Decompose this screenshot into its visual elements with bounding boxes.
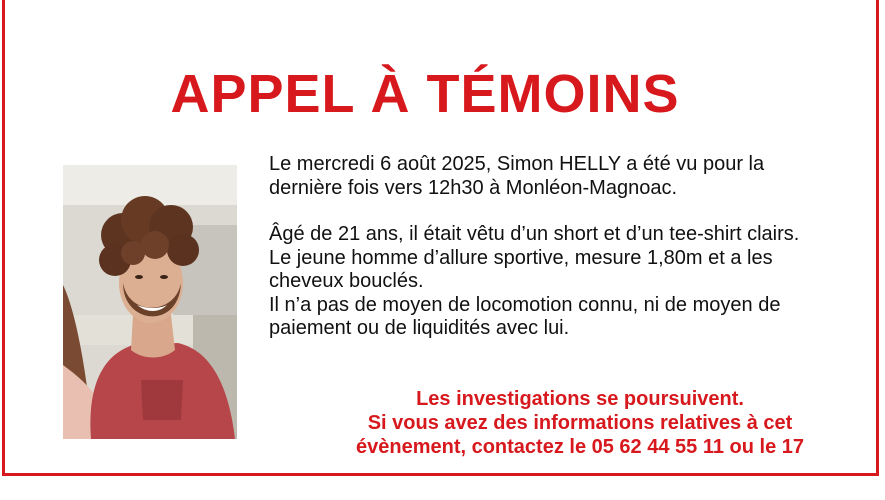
detail-line: paiement ou de liquidités avec lui. xyxy=(269,317,570,339)
detail-line: Âgé de 21 ans, il était vêtu d’un short et d’un tee-shirt clairs. xyxy=(269,223,800,245)
appeal-line: Si vous avez des informations relatives à cet xyxy=(367,412,793,434)
appeal-contact-line: évènement, contactez le 05 62 44 55 11 ou le 17 xyxy=(355,436,805,458)
detail-line: cheveux bouclés. xyxy=(269,270,424,292)
person-photo-icon xyxy=(63,165,237,439)
notice-body xyxy=(269,153,879,341)
poster-title: APPEL À TÉMOINS xyxy=(170,64,680,125)
appeal-line: Les investigations se poursuivent. xyxy=(416,388,744,410)
detail-line: Il n’a pas de moyen de locomotion connu, ni de moyen de xyxy=(269,293,781,316)
detail-line: Le jeune homme d’allure sportive, mesure 1,80m et a les xyxy=(269,246,773,269)
appeal-block xyxy=(300,387,860,459)
description-line: dernière fois vers 12h30 à Monléon-Magnoac. xyxy=(269,176,678,199)
missing-person-photo xyxy=(63,165,237,439)
description-line: Le mercredi 6 août 2025, Simon HELLY a été vu pour la xyxy=(269,153,765,175)
